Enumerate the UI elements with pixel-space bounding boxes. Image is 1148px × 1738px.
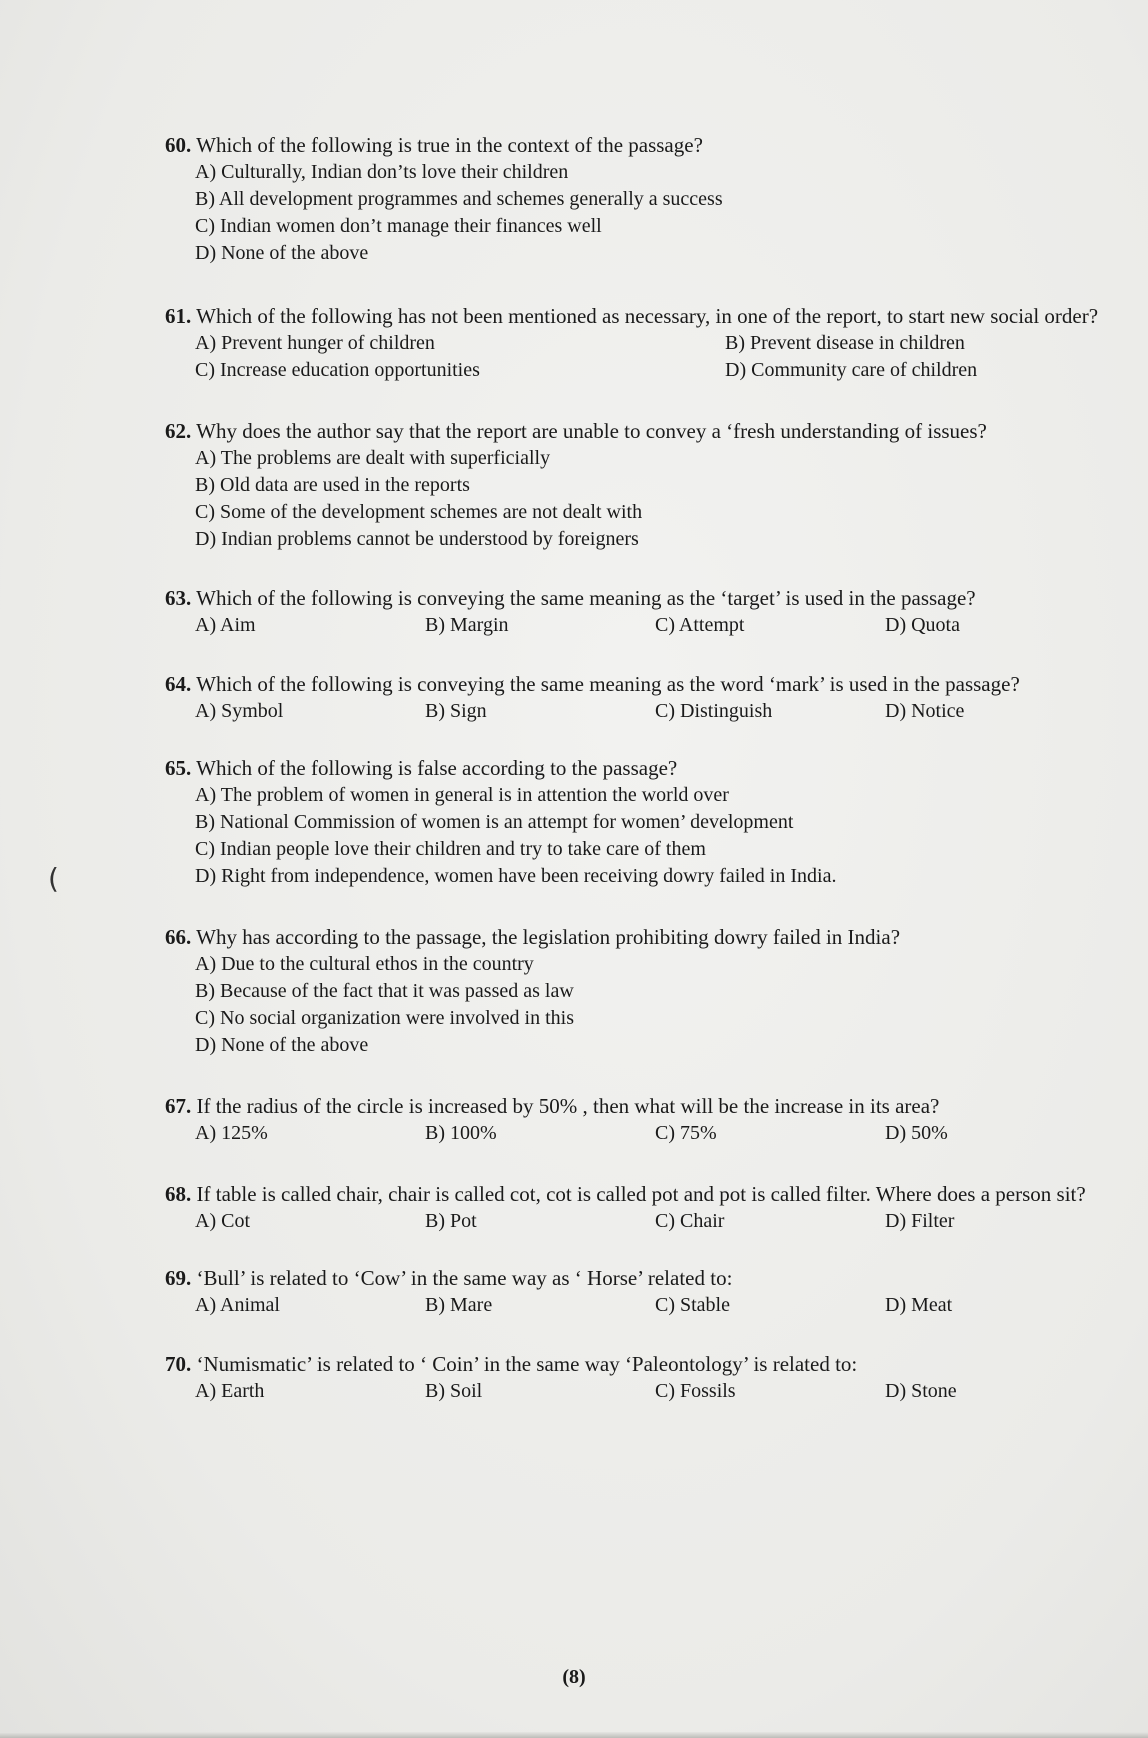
- options: [165, 1292, 1135, 1319]
- question-text: If the radius of the circle is increased by 50% , then what will be the increase in its area?: [196, 1094, 940, 1118]
- option-b: B) Sign: [425, 700, 487, 722]
- option-a: A) Prevent hunger of children: [195, 332, 435, 354]
- option-a: A) Due to the cultural ethos in the country: [195, 953, 534, 975]
- options: [165, 698, 1135, 725]
- question-number: 67.: [165, 1094, 192, 1118]
- question-70: [165, 1351, 1135, 1405]
- question-number: 62.: [165, 419, 192, 443]
- option-d: D) Indian problems cannot be understood by foreigners: [195, 528, 639, 550]
- question-text: ‘Bull’ is related to ‘Cow’ in the same way as ‘ Horse’ related to:: [196, 1266, 733, 1290]
- option-b: B) All development programmes and schemes generally a success: [195, 188, 723, 210]
- option-d: D) Filter: [885, 1210, 955, 1232]
- options: [165, 159, 1135, 267]
- page-bottom-edge: [0, 1732, 1148, 1738]
- question-text: Which of the following is true in the context of the passage?: [196, 133, 703, 157]
- question-66: [165, 924, 1135, 1059]
- option-a: A) The problems are dealt with superficially: [195, 447, 551, 469]
- question-text: Why does the author say that the report are unable to convey a ‘fresh understanding of issues?: [196, 419, 987, 443]
- option-a: A) Earth: [195, 1380, 265, 1402]
- question-69: [165, 1265, 1135, 1319]
- question-text: Which of the following is false according to the passage?: [196, 756, 678, 780]
- option-c: C) Attempt: [655, 614, 745, 636]
- question-number: 60.: [165, 133, 192, 157]
- option-c: C) Indian people love their children and try to take care of them: [195, 838, 706, 860]
- option-c: C) Stable: [655, 1294, 730, 1316]
- question-number: 68.: [165, 1182, 192, 1206]
- options: [165, 1208, 1135, 1235]
- question-text: ‘Numismatic’ is related to ‘ Coin’ in the same way ‘Paleontology’ is related to:: [196, 1352, 858, 1376]
- question-number: 64.: [165, 672, 192, 696]
- question-68: [165, 1181, 1135, 1235]
- option-c: C) 75%: [655, 1122, 717, 1144]
- option-d: D) Right from independence, women have been receiving dowry failed in India.: [195, 865, 837, 887]
- question-text: Which of the following has not been mentioned as necessary, in one of the report, to start new social order?: [196, 304, 1099, 328]
- question-60: [165, 132, 1135, 267]
- option-d: D) None of the above: [195, 1034, 369, 1056]
- options: [165, 1378, 1135, 1405]
- question-number: 69.: [165, 1266, 192, 1290]
- question-text: If table is called chair, chair is called cot, cot is called pot and pot is called filter. Where does a person sit?: [196, 1182, 1086, 1206]
- question-text: Why has according to the passage, the legislation prohibiting dowry failed in India?: [196, 925, 901, 949]
- page-number: (8): [562, 1666, 586, 1688]
- option-b: B) Margin: [425, 614, 509, 636]
- question-number: 65.: [165, 756, 192, 780]
- option-b: B) Old data are used in the reports: [195, 474, 470, 496]
- question-number: 70.: [165, 1352, 192, 1376]
- question-64: [165, 671, 1135, 725]
- option-a: A) The problem of women in general is in attention the world over: [195, 784, 729, 806]
- option-d: D) Notice: [885, 700, 965, 722]
- option-b: B) Soil: [425, 1380, 483, 1402]
- question-number: 66.: [165, 925, 192, 949]
- option-a: A) Symbol: [195, 700, 284, 722]
- question-number: 61.: [165, 304, 192, 328]
- option-c: C) Chair: [655, 1210, 725, 1232]
- question-65: [165, 755, 1135, 890]
- options: [165, 782, 1135, 890]
- option-a: A) Culturally, Indian don’ts love their children: [195, 161, 569, 183]
- option-c: C) Distinguish: [655, 700, 773, 722]
- question-61: [165, 303, 1135, 384]
- option-c: C) Fossils: [655, 1380, 736, 1402]
- option-d: D) Meat: [885, 1294, 953, 1316]
- question-number: 63.: [165, 586, 192, 610]
- option-a: A) Cot: [195, 1210, 250, 1232]
- option-a: A) Animal: [195, 1294, 280, 1316]
- question-text: Which of the following is conveying the same meaning as the word ‘mark’ is used in the passage?: [196, 672, 1020, 696]
- options: [165, 612, 1135, 639]
- question-63: [165, 585, 1135, 639]
- option-c: C) Indian women don’t manage their finances well: [195, 215, 602, 237]
- option-d: D) None of the above: [195, 242, 369, 264]
- option-d: D) 50%: [885, 1122, 948, 1144]
- options: [165, 1120, 1135, 1147]
- option-b: B) Pot: [425, 1210, 477, 1232]
- option-a: A) Aim: [195, 614, 256, 636]
- option-b: B) Prevent disease in children: [725, 332, 965, 354]
- question-67: [165, 1093, 1135, 1147]
- question-list: [165, 132, 1135, 1405]
- options: [165, 330, 1135, 384]
- option-d: D) Quota: [885, 614, 960, 636]
- question-text: Which of the following is conveying the same meaning as the ‘target’ is used in the passage?: [196, 586, 976, 610]
- option-a: A) 125%: [195, 1122, 268, 1144]
- option-c: C) No social organization were involved in this: [195, 1007, 574, 1029]
- option-b: B) 100%: [425, 1122, 497, 1144]
- options: [165, 951, 1135, 1059]
- option-c: C) Some of the development schemes are not dealt with: [195, 501, 643, 523]
- option-d: D) Community care of children: [725, 359, 978, 381]
- option-b: B) Because of the fact that it was passed as law: [195, 980, 574, 1002]
- option-b: B) National Commission of women is an attempt for women’ development: [195, 811, 794, 833]
- options: [165, 445, 1135, 553]
- option-d: D) Stone: [885, 1380, 957, 1402]
- option-c: C) Increase education opportunities: [195, 359, 480, 381]
- option-b: B) Mare: [425, 1294, 493, 1316]
- question-62: [165, 418, 1135, 553]
- margin-mark: (: [48, 862, 59, 895]
